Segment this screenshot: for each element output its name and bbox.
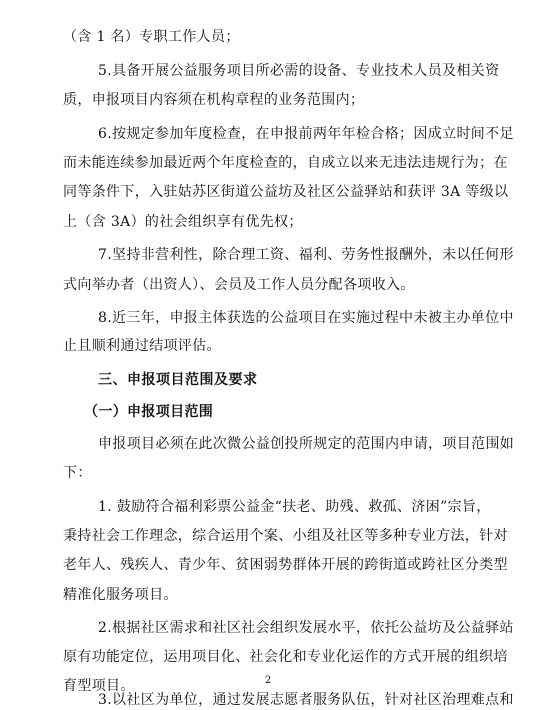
section-heading: 三、申报项目范围及要求 (98, 372, 258, 388)
text-line: 精准化服务项目。 (63, 587, 178, 603)
text-line: 1. 鼓励符合福利彩票公益金“扶老、助残、救孤、济困”宗旨， (98, 499, 491, 515)
text-line: 下： (63, 465, 92, 481)
subsection-heading: （一）申报项目范围 (84, 404, 214, 420)
text-line: 式向举办者（出资人）、会员及工作人员分配各项收入。 (63, 277, 415, 293)
text-line: 3.以社区为单位，通过发展志愿者服务队伍，针对社区治理难点和 (98, 692, 514, 708)
text-line: 7.坚持非营利性，除合理工资、福利、劳务性报酬外，未以任何形 (98, 247, 514, 263)
text-line: （含 1 名）专职工作人员； (63, 29, 240, 45)
text-line: 而未能连续参加最近两个年度检查的，自成立以来无违法违规行为；在 (63, 155, 508, 171)
text-line: 原有功能定位，运用项目化、社会化和专业化运作的方式开展的组织培 (63, 649, 508, 665)
text-line: 上（含 3A）的社会组织享有优先权； (63, 214, 303, 230)
text-line: 同等条件下，入驻姑苏区街道公益坊及社区公益驿站和获评 3A 等级以 (63, 184, 509, 200)
page-number: 2 (264, 675, 272, 686)
text-line: 秉持社会工作理念，综合运用个案、小组及社区等多种专业方法，针对 (63, 528, 508, 544)
text-line: 申报项目必须在此次微公益创投所规定的范围内申请，项目范围如 (98, 436, 515, 452)
text-line: 老年人、残疾人、青少年、贫困弱势群体开展的跨街道或跨社区分类型 (63, 557, 508, 573)
text-line: 5.具备开展公益服务项目所必需的设备、专业技术人员及相关资 (98, 63, 500, 79)
text-line: 止且顺利通过结项评估。 (63, 338, 221, 354)
text-line: 育型项目。 (63, 678, 135, 694)
text-line: 8.近三年，申报主体获选的公益项目在实施过程中未被主办单位中 (98, 310, 514, 326)
text-line: 质，申报项目内容须在机构章程的业务范围内； (63, 92, 365, 108)
text-line: 6.按规定参加年度检查，在申报前两年年检合格；因成立时间不足 (98, 126, 514, 142)
text-line: 2.根据社区需求和社区社会组织发展水平，依托公益坊及公益驿站 (98, 620, 514, 636)
